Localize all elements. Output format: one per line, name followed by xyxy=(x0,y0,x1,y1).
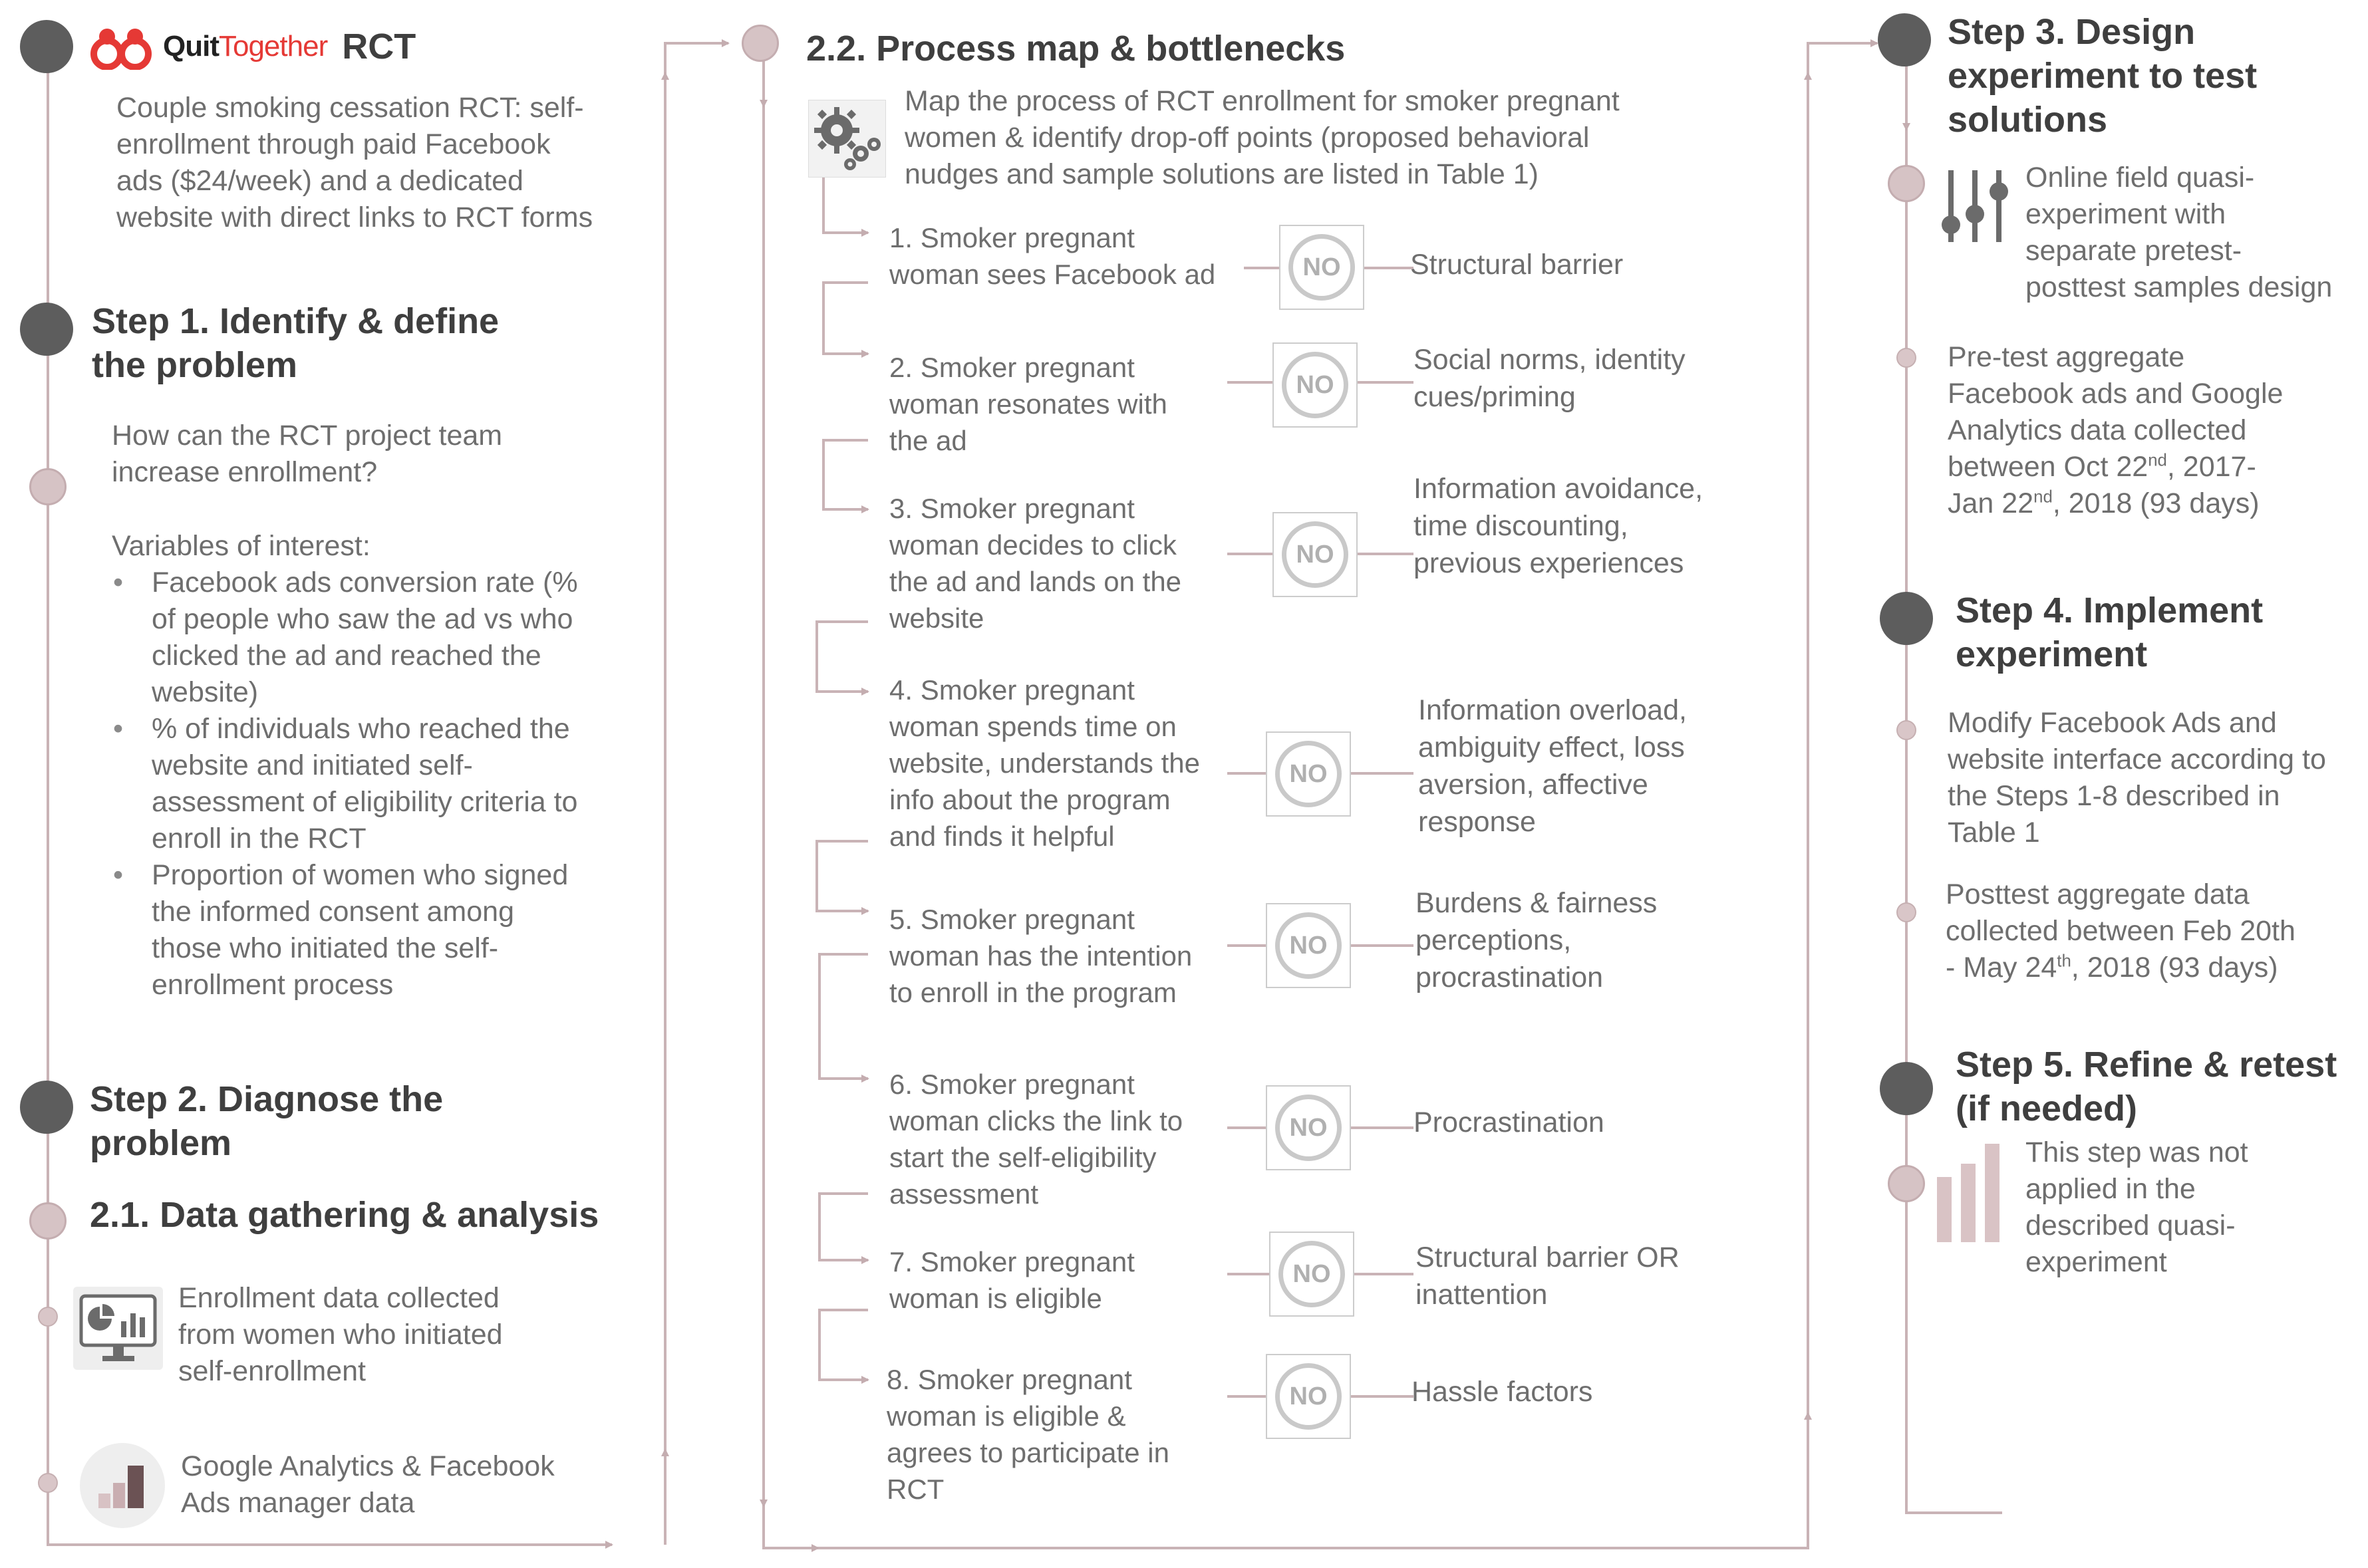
process-connector-4 xyxy=(817,841,868,911)
timeline-node-pretest xyxy=(1896,348,1916,368)
brand-rct: RCT xyxy=(342,27,416,66)
no-decision-box-6 xyxy=(1266,1085,1351,1170)
timeline-node-analytics-data xyxy=(38,1473,58,1493)
quittogether-logo xyxy=(88,20,416,73)
timeline-node-experiment-design xyxy=(1888,165,1925,202)
process-step-8: 8. Smoker pregnant woman is eligible & agrees to participate in RCT xyxy=(887,1364,1169,1505)
step4-title: Step 4. Implement experiment xyxy=(1956,590,2264,674)
posttest-text-a: Posttest aggregate data collected between Feb 20th - May 24 xyxy=(1946,878,2295,983)
process-step-7: 7. Smoker pregnant woman is eligible xyxy=(889,1246,1135,1314)
process-map-title: 2.2. Process map & bottlenecks xyxy=(806,29,1346,68)
no-decision-box-5 xyxy=(1266,903,1351,988)
pretest-text xyxy=(1948,339,2283,522)
step1-question: How can the RCT project team increase enrollment? xyxy=(112,420,503,488)
process-step-2: 2. Smoker pregnant woman resonates with the ad xyxy=(889,352,1167,456)
no-decision-box-4 xyxy=(1266,731,1351,817)
header-description: Couple smoking cessation RCT: self- enrollment through paid Facebook ads ($24/week) and a dedicated website with direct links to RCT forms xyxy=(116,92,593,233)
timeline-node-posttest xyxy=(1896,902,1916,922)
pretest-sup-2: nd xyxy=(2033,487,2053,507)
no-label: NO xyxy=(1275,1363,1342,1430)
process-connector-7 xyxy=(819,1310,868,1380)
barrier-2: Social norms, identity cues/priming xyxy=(1413,344,1686,413)
process-step-4: 4. Smoker pregnant woman spends time on website, understands the info about the program and finds it helpful xyxy=(889,674,1200,852)
timeline-node-step5 xyxy=(1880,1062,1933,1115)
variables-label: Variables of interest: xyxy=(112,530,370,562)
no-label: NO xyxy=(1288,234,1355,301)
process-connector-2 xyxy=(823,440,868,509)
no-decision-box-7 xyxy=(1269,1232,1354,1317)
no-label: NO xyxy=(1282,352,1348,418)
no-decision-box-3 xyxy=(1272,512,1358,597)
process-connector-1 xyxy=(823,283,868,354)
experiment-design-text: Online field quasi- experiment with separate pretest- posttest samples design xyxy=(2025,162,2333,303)
timeline-node-step1 xyxy=(20,303,73,356)
barrier-6: Procrastination xyxy=(1413,1107,1604,1138)
column2-bottom-link xyxy=(764,1506,818,1548)
brand-quit: Quit xyxy=(163,30,219,63)
posttest-sup: th xyxy=(2057,952,2071,971)
monitor-chart-icon xyxy=(73,1287,163,1370)
no-decision-box-1 xyxy=(1279,225,1364,310)
pretest-text-a: Pre-test aggregate Facebook ads and Google Analytics data collected between Oct 22 xyxy=(1948,341,2284,483)
timeline-node-modify xyxy=(1896,720,1916,740)
process-step-3: 3. Smoker pregnant woman decides to click the ad and lands on the website xyxy=(889,493,1182,634)
no-label: NO xyxy=(1275,1095,1342,1161)
brand-together: Together xyxy=(218,30,328,63)
barrier-7: Structural barrier OR inattention xyxy=(1415,1241,1680,1311)
no-label: NO xyxy=(1282,521,1348,588)
step1-title: Step 1. Identify & define the problem xyxy=(92,301,500,385)
step2-title: Step 2. Diagnose the problem xyxy=(90,1079,444,1163)
timeline-node-process-map xyxy=(742,25,779,62)
no-label: NO xyxy=(1278,1241,1345,1307)
bar-chart-icon xyxy=(1936,1144,2002,1243)
pretest-text-c: Jan 22 xyxy=(1948,487,2034,519)
enrollment-data-text: Enrollment data collected from women who initiated self-enrollment xyxy=(178,1282,503,1387)
timeline-node-step4 xyxy=(1880,592,1933,645)
variable-item: • Facebook ads conversion rate (% of people who saw the ad vs who clicked the ad and reached the website) xyxy=(112,565,644,711)
data-gathering-title: 2.1. Data gathering & analysis xyxy=(90,1195,599,1235)
step3-title: Step 3. Design experiment to test solutions xyxy=(1948,12,2258,140)
process-connector-5 xyxy=(819,954,868,1079)
variables-list xyxy=(112,565,644,1003)
column1-to-column2-link xyxy=(665,43,728,1450)
barrier-8: Hassle factors xyxy=(1411,1376,1593,1408)
barrier-3: Information avoidance, time discounting, previous experiences xyxy=(1413,473,1703,579)
step5-title: Step 5. Refine & retest (if needed) xyxy=(1956,1045,2337,1128)
no-label: NO xyxy=(1275,741,1342,807)
process-step-5: 5. Smoker pregnant woman has the intention to enroll in the program xyxy=(889,904,1193,1008)
process-step-1: 1. Smoker pregnant woman sees Facebook ad xyxy=(889,222,1216,290)
timeline-node-header xyxy=(20,20,73,73)
gears-icon xyxy=(808,100,886,178)
posttest-text-b: , 2018 (93 days) xyxy=(2071,952,2278,983)
process-connector-6 xyxy=(819,1194,868,1260)
pretest-text-b: , 2017- xyxy=(2166,451,2256,483)
posttest-text xyxy=(1946,876,2295,986)
process-step-6: 6. Smoker pregnant woman clicks the link to start the self-eligibility assessment xyxy=(889,1069,1183,1210)
timeline-node-step1-question xyxy=(29,468,67,505)
timeline-node-refine xyxy=(1888,1165,1925,1202)
pretest-text-d: , 2018 (93 days) xyxy=(2052,487,2260,519)
couple-logo-icon xyxy=(88,23,154,70)
variable-item: • % of individuals who reached the website and initiated self- assessment of eligibility criteria to enroll in the RCT xyxy=(112,711,644,857)
timeline-node-data-gathering xyxy=(29,1202,67,1240)
no-label: NO xyxy=(1275,912,1342,979)
analytics-data-text: Google Analytics & Facebook Ads manager data xyxy=(181,1450,555,1519)
no-decision-box-8 xyxy=(1266,1354,1351,1439)
process-connector-3 xyxy=(817,622,868,692)
sliders-icon xyxy=(1939,166,2012,246)
barrier-1: Structural barrier xyxy=(1410,249,1624,281)
barrier-4: Information overload, ambiguity effect, loss aversion, affective response xyxy=(1418,694,1687,838)
pretest-sup-1: nd xyxy=(2148,451,2167,470)
timeline-node-step2 xyxy=(20,1081,73,1134)
barrier-5: Burdens & fairness perceptions, procrastination xyxy=(1415,887,1658,993)
modify-text: Modify Facebook Ads and website interface according to the Steps 1-8 described in Table 1 xyxy=(1948,707,2326,849)
variable-item: • Proportion of women who signed the informed consent among those who initiated the self- enrollment process xyxy=(112,857,644,1003)
no-decision-box-2 xyxy=(1272,342,1358,428)
timeline-node-step3 xyxy=(1878,13,1931,66)
timeline-node-enrollment-data xyxy=(38,1307,58,1327)
process-intro: Map the process of RCT enrollment for smoker pregnant women & identify drop-off points (proposed behavioral nudges and sample solutions are listed in Table 1) xyxy=(905,85,1620,190)
analytics-icon xyxy=(78,1442,166,1529)
refine-note: This step was not applied in the described quasi- experiment xyxy=(2025,1136,2248,1278)
